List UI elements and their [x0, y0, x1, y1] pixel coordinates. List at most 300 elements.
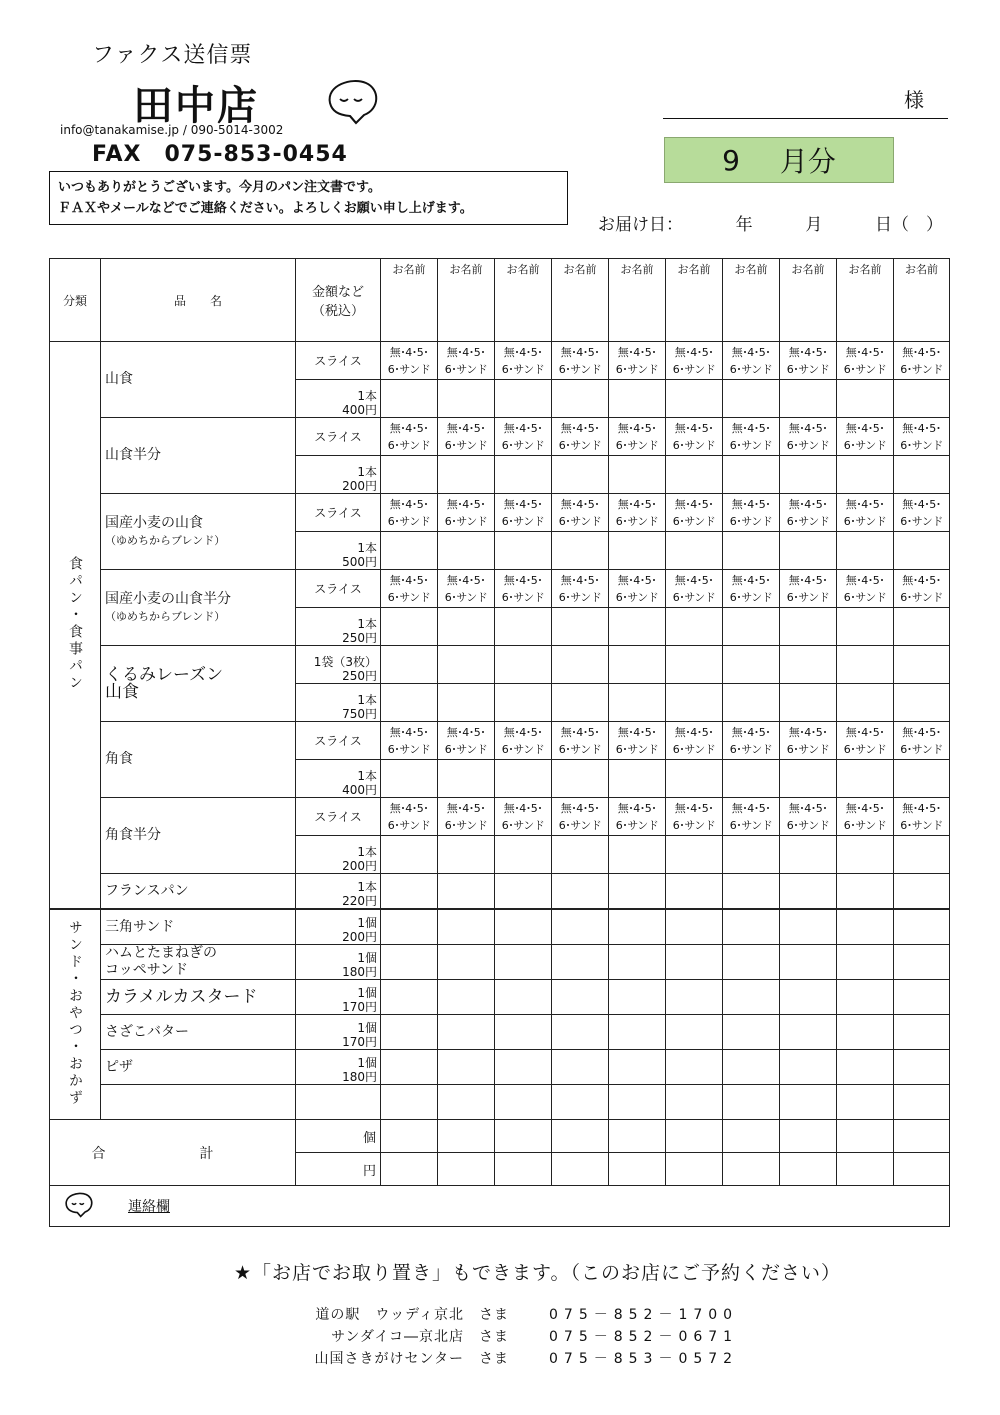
order-cell[interactable]	[780, 760, 837, 798]
customer-name-cell[interactable]	[780, 259, 837, 342]
order-cell[interactable]	[381, 1050, 438, 1085]
order-cell[interactable]	[438, 646, 495, 684]
order-cell[interactable]	[723, 909, 780, 945]
price-amount: 250円	[342, 669, 377, 683]
slice-option-cell[interactable]	[609, 494, 666, 532]
order-cell[interactable]	[837, 909, 894, 945]
slice-option-cell[interactable]	[894, 342, 950, 380]
order-cell[interactable]	[780, 646, 837, 684]
product-name-label: 角食半分	[105, 827, 161, 843]
order-cell[interactable]	[438, 1015, 495, 1050]
slice-option-cell[interactable]	[552, 494, 609, 532]
order-cell[interactable]	[780, 909, 837, 945]
price-header	[296, 259, 381, 342]
order-cell[interactable]	[894, 456, 950, 494]
slice-option-cell[interactable]	[723, 798, 780, 836]
slice-option-cell[interactable]	[495, 570, 552, 608]
order-cell[interactable]	[780, 980, 837, 1015]
order-cell[interactable]	[666, 874, 723, 910]
order-cell[interactable]	[495, 684, 552, 722]
table-row	[50, 909, 950, 945]
option-line: 6･サンド	[786, 590, 830, 604]
option-line: 6･サンド	[615, 362, 659, 376]
order-cell[interactable]	[837, 980, 894, 1015]
price-cell	[296, 608, 381, 646]
order-cell[interactable]	[723, 1085, 780, 1120]
slice-option-cell[interactable]	[894, 570, 950, 608]
order-cell[interactable]	[381, 909, 438, 945]
slice-option-cell[interactable]	[723, 494, 780, 532]
option-line: 無･4･5･	[503, 573, 543, 587]
option-line: 6･サンド	[900, 742, 943, 756]
order-cell[interactable]	[609, 608, 666, 646]
product-name[interactable]	[101, 1085, 296, 1120]
order-cell[interactable]	[666, 760, 723, 798]
slice-option-cell[interactable]	[837, 342, 894, 380]
slice-option-cell[interactable]	[837, 494, 894, 532]
order-cell[interactable]	[438, 684, 495, 722]
order-cell[interactable]	[381, 836, 438, 874]
notes-label: 連絡欄	[128, 1199, 170, 1215]
order-cell[interactable]	[552, 608, 609, 646]
slice-option-cell[interactable]	[780, 570, 837, 608]
option-line: 無･4･5･	[503, 725, 543, 739]
order-cell[interactable]	[609, 646, 666, 684]
slice-option-cell[interactable]	[381, 798, 438, 836]
order-cell[interactable]	[609, 836, 666, 874]
store-row	[284, 1348, 738, 1370]
order-cell[interactable]	[780, 945, 837, 980]
option-line: 6･サンド	[558, 438, 602, 452]
order-cell[interactable]	[495, 760, 552, 798]
price-qty: 1個	[357, 1056, 377, 1070]
slice-option-cell[interactable]	[609, 418, 666, 456]
delivery-date[interactable]	[598, 210, 943, 235]
slice-option-cell[interactable]	[894, 418, 950, 456]
price-cell[interactable]	[296, 1085, 381, 1120]
order-cell[interactable]	[780, 684, 837, 722]
slice-option-cell[interactable]	[438, 722, 495, 760]
option-line: 6･サンド	[387, 438, 431, 452]
option-line: 6･サンド	[729, 818, 773, 832]
order-cell[interactable]	[609, 1085, 666, 1120]
order-cell[interactable]	[495, 836, 552, 874]
slice-option-cell[interactable]	[723, 722, 780, 760]
order-cell[interactable]	[837, 836, 894, 874]
customer-name-cell[interactable]	[552, 259, 609, 342]
option-line: 6･サンド	[786, 818, 830, 832]
order-cell[interactable]	[609, 909, 666, 945]
order-cell[interactable]	[552, 760, 609, 798]
customer-name-cell[interactable]	[438, 259, 495, 342]
order-cell[interactable]	[894, 684, 950, 722]
order-cell[interactable]	[495, 1085, 552, 1120]
order-cell[interactable]	[894, 1085, 950, 1120]
product-name-label: くるみレーズン	[105, 664, 224, 685]
shop-name: 田中店	[133, 83, 259, 129]
slice-option-cell[interactable]	[723, 570, 780, 608]
order-cell[interactable]	[723, 980, 780, 1015]
order-cell[interactable]	[609, 1015, 666, 1050]
order-cell[interactable]	[609, 760, 666, 798]
order-cell[interactable]	[780, 532, 837, 570]
order-cell[interactable]	[894, 760, 950, 798]
order-cell[interactable]	[609, 1050, 666, 1085]
price-cell	[296, 1015, 381, 1050]
order-cell[interactable]	[837, 646, 894, 684]
customer-name-cell[interactable]	[894, 259, 950, 342]
price-qty: 1本	[357, 769, 377, 783]
customer-name-cell[interactable]	[495, 259, 552, 342]
customer-name-label: お名前	[392, 263, 426, 276]
order-cell[interactable]	[666, 836, 723, 874]
slice-option-cell[interactable]	[609, 570, 666, 608]
customer-name-cell[interactable]	[666, 259, 723, 342]
order-cell[interactable]	[894, 1050, 950, 1085]
option-line: 6･サンド	[900, 438, 943, 452]
order-cell[interactable]	[438, 760, 495, 798]
order-cell[interactable]	[438, 836, 495, 874]
order-cell[interactable]	[552, 646, 609, 684]
customer-name-cell[interactable]	[381, 259, 438, 342]
option-line: 無･4･5･	[674, 725, 714, 739]
slice-option-cell[interactable]	[438, 798, 495, 836]
order-cell[interactable]	[723, 380, 780, 418]
order-cell[interactable]	[666, 1120, 723, 1153]
order-cell[interactable]	[381, 760, 438, 798]
order-cell[interactable]	[666, 980, 723, 1015]
slice-option-cell[interactable]	[552, 722, 609, 760]
order-cell[interactable]	[609, 684, 666, 722]
price-amount: 750円	[342, 707, 377, 721]
order-cell[interactable]	[723, 1153, 780, 1186]
slice-option-cell[interactable]	[552, 418, 609, 456]
slice-option-cell[interactable]	[381, 418, 438, 456]
order-cell[interactable]	[666, 909, 723, 945]
order-cell[interactable]	[780, 1153, 837, 1186]
slice-option-cell[interactable]	[780, 798, 837, 836]
order-cell[interactable]	[837, 874, 894, 910]
order-cell[interactable]	[894, 1120, 950, 1153]
order-cell[interactable]	[894, 874, 950, 910]
order-cell[interactable]	[780, 456, 837, 494]
order-cell[interactable]	[381, 945, 438, 980]
order-cell[interactable]	[837, 532, 894, 570]
order-cell[interactable]	[723, 684, 780, 722]
order-cell[interactable]	[552, 836, 609, 874]
slice-label: スライス	[314, 506, 362, 520]
product-name	[101, 909, 296, 945]
order-cell[interactable]	[609, 874, 666, 910]
product-name	[101, 570, 296, 646]
order-cell[interactable]	[894, 980, 950, 1015]
item-header	[101, 259, 296, 342]
order-cell[interactable]	[894, 646, 950, 684]
order-cell[interactable]	[438, 945, 495, 980]
slice-option-cell[interactable]	[780, 494, 837, 532]
order-cell[interactable]	[495, 980, 552, 1015]
order-cell[interactable]	[381, 684, 438, 722]
option-line: 無･4･5･	[845, 801, 885, 815]
order-cell[interactable]	[837, 1050, 894, 1085]
slice-option-cell[interactable]	[381, 494, 438, 532]
slice-option-cell[interactable]	[723, 418, 780, 456]
notes-inner	[50, 1189, 949, 1223]
order-cell[interactable]	[381, 608, 438, 646]
order-cell[interactable]	[837, 684, 894, 722]
order-cell[interactable]	[438, 980, 495, 1015]
order-cell[interactable]	[552, 1050, 609, 1085]
order-cell[interactable]	[552, 909, 609, 945]
option-line: 無･4･5･	[617, 801, 657, 815]
order-cell[interactable]	[894, 532, 950, 570]
slice-option-cell[interactable]	[438, 570, 495, 608]
option-line: 無･4･5･	[731, 573, 771, 587]
order-cell[interactable]	[438, 1153, 495, 1186]
order-cell[interactable]	[723, 760, 780, 798]
order-cell[interactable]	[723, 608, 780, 646]
slice-option-cell[interactable]	[723, 342, 780, 380]
order-cell[interactable]	[495, 646, 552, 684]
order-cell[interactable]	[723, 1050, 780, 1085]
order-cell[interactable]	[666, 380, 723, 418]
slice-option-cell[interactable]	[495, 722, 552, 760]
order-cell[interactable]	[552, 945, 609, 980]
order-cell[interactable]	[552, 1085, 609, 1120]
order-cell[interactable]	[495, 874, 552, 910]
order-cell[interactable]	[552, 1120, 609, 1153]
slice-option-cell[interactable]	[894, 722, 950, 760]
order-cell[interactable]	[837, 456, 894, 494]
order-cell[interactable]	[780, 380, 837, 418]
order-cell[interactable]	[552, 1015, 609, 1050]
order-cell[interactable]	[666, 684, 723, 722]
order-cell[interactable]	[609, 456, 666, 494]
order-cell[interactable]	[495, 945, 552, 980]
order-cell[interactable]	[723, 532, 780, 570]
order-cell[interactable]	[666, 608, 723, 646]
option-line: 無･4･5･	[389, 497, 429, 511]
order-cell[interactable]	[495, 1015, 552, 1050]
slice-option-cell[interactable]	[837, 722, 894, 760]
order-cell[interactable]	[723, 1120, 780, 1153]
option-line: 無･4･5･	[902, 421, 941, 435]
order-cell[interactable]	[381, 1120, 438, 1153]
order-cell[interactable]	[552, 980, 609, 1015]
slice-option-cell[interactable]	[666, 494, 723, 532]
order-cell[interactable]	[495, 1050, 552, 1085]
order-cell[interactable]	[723, 456, 780, 494]
slice-option-cell[interactable]	[780, 418, 837, 456]
order-cell[interactable]	[552, 380, 609, 418]
slice-option-cell[interactable]	[837, 418, 894, 456]
order-cell[interactable]	[609, 980, 666, 1015]
order-cell[interactable]	[780, 1085, 837, 1120]
order-cell[interactable]	[666, 1085, 723, 1120]
slice-option-cell[interactable]	[609, 342, 666, 380]
slice-option-cell[interactable]	[666, 722, 723, 760]
slice-option-cell[interactable]	[552, 342, 609, 380]
option-line: 無･4･5･	[560, 725, 600, 739]
order-cell[interactable]	[894, 380, 950, 418]
order-cell[interactable]	[495, 456, 552, 494]
order-cell[interactable]	[552, 532, 609, 570]
slice-option-cell[interactable]	[666, 570, 723, 608]
order-cell[interactable]	[381, 1015, 438, 1050]
order-cell[interactable]	[894, 909, 950, 945]
slice-option-cell[interactable]	[609, 722, 666, 760]
order-cell[interactable]	[552, 874, 609, 910]
price-cell	[296, 980, 381, 1015]
order-cell[interactable]	[609, 380, 666, 418]
order-cell[interactable]	[609, 945, 666, 980]
slice-option-cell[interactable]	[438, 418, 495, 456]
order-cell[interactable]	[780, 1050, 837, 1085]
order-cell[interactable]	[837, 380, 894, 418]
order-cell[interactable]	[381, 874, 438, 910]
slice-option-cell[interactable]	[894, 798, 950, 836]
price-amount: 200円	[342, 930, 377, 944]
price-qty: 1個	[357, 951, 377, 965]
slice-option-cell[interactable]	[381, 570, 438, 608]
option-line: 無･4･5･	[503, 421, 543, 435]
slice-option-cell[interactable]	[495, 798, 552, 836]
order-cell[interactable]	[438, 874, 495, 910]
order-cell[interactable]	[438, 1050, 495, 1085]
order-cell[interactable]	[666, 1153, 723, 1186]
slice-option-cell[interactable]	[609, 798, 666, 836]
greeting-box	[49, 171, 568, 225]
order-cell[interactable]	[381, 532, 438, 570]
order-cell[interactable]	[837, 945, 894, 980]
store-name: 道の駅 ウッディ京北 さま	[315, 1307, 509, 1323]
slice-option-cell[interactable]	[552, 570, 609, 608]
order-cell[interactable]	[837, 1015, 894, 1050]
option-line: 6･サンド	[843, 514, 887, 528]
price-cell	[296, 836, 381, 874]
slice-option-cell[interactable]	[438, 342, 495, 380]
order-cell[interactable]	[438, 1120, 495, 1153]
order-cell[interactable]	[495, 380, 552, 418]
order-cell[interactable]	[381, 980, 438, 1015]
order-cell[interactable]	[666, 945, 723, 980]
order-cell[interactable]	[780, 1120, 837, 1153]
order-cell[interactable]	[438, 608, 495, 646]
slice-option-cell[interactable]	[438, 494, 495, 532]
order-cell[interactable]	[837, 760, 894, 798]
option-line: 無･4･5･	[731, 345, 771, 359]
slice-option-cell[interactable]	[780, 722, 837, 760]
order-cell[interactable]	[381, 1085, 438, 1120]
order-cell[interactable]	[666, 1015, 723, 1050]
order-cell[interactable]	[894, 1015, 950, 1050]
customer-name-cell[interactable]	[723, 259, 780, 342]
slice-option-cell[interactable]	[666, 798, 723, 836]
mascot-icon	[322, 73, 384, 135]
order-cell[interactable]	[381, 380, 438, 418]
slice-option-cell[interactable]	[495, 418, 552, 456]
order-cell[interactable]	[666, 646, 723, 684]
order-cell[interactable]	[552, 1153, 609, 1186]
option-line: 無･4･5･	[674, 345, 714, 359]
order-cell[interactable]	[381, 1153, 438, 1186]
order-cell[interactable]	[552, 456, 609, 494]
order-cell[interactable]	[609, 532, 666, 570]
order-cell[interactable]	[894, 608, 950, 646]
option-line: 無･4･5･	[446, 801, 486, 815]
order-cell[interactable]	[894, 836, 950, 874]
customer-name-cell[interactable]	[609, 259, 666, 342]
order-cell[interactable]	[780, 608, 837, 646]
slice-option-cell[interactable]	[381, 342, 438, 380]
option-line: 6･サンド	[615, 438, 659, 452]
option-line: 無･4･5･	[845, 421, 885, 435]
order-cell[interactable]	[666, 1050, 723, 1085]
slice-option-cell[interactable]	[837, 570, 894, 608]
order-cell[interactable]	[438, 532, 495, 570]
slice-option-cell[interactable]	[894, 494, 950, 532]
slice-option-cell[interactable]	[495, 342, 552, 380]
slice-option-cell[interactable]	[666, 342, 723, 380]
order-cell[interactable]	[495, 909, 552, 945]
slice-option-cell[interactable]	[780, 342, 837, 380]
order-cell[interactable]	[837, 608, 894, 646]
table-row	[50, 570, 950, 608]
order-cell[interactable]	[837, 1153, 894, 1186]
option-line: 6･サンド	[672, 590, 716, 604]
customer-name-cell[interactable]	[837, 259, 894, 342]
recipient-name-field[interactable]	[663, 118, 948, 119]
order-cell[interactable]	[438, 456, 495, 494]
product-name	[101, 646, 296, 722]
order-cell[interactable]	[723, 945, 780, 980]
slice-option-cell[interactable]	[552, 798, 609, 836]
slice-option-cell[interactable]	[666, 418, 723, 456]
order-cell[interactable]	[381, 456, 438, 494]
order-cell[interactable]	[666, 532, 723, 570]
order-cell[interactable]	[495, 532, 552, 570]
order-cell[interactable]	[723, 836, 780, 874]
order-cell[interactable]	[837, 1120, 894, 1153]
order-cell[interactable]	[894, 1153, 950, 1186]
order-cell[interactable]	[495, 1120, 552, 1153]
order-cell[interactable]	[780, 836, 837, 874]
order-cell[interactable]	[723, 1015, 780, 1050]
price-amount: 500円	[342, 555, 377, 569]
order-cell[interactable]	[894, 945, 950, 980]
order-cell[interactable]	[609, 1153, 666, 1186]
notes-cell[interactable]	[50, 1186, 950, 1227]
order-cell[interactable]	[609, 1120, 666, 1153]
slice-option-cell[interactable]	[837, 798, 894, 836]
slice-option-cell[interactable]	[381, 722, 438, 760]
order-cell[interactable]	[723, 646, 780, 684]
order-cell[interactable]	[381, 646, 438, 684]
order-cell[interactable]	[495, 1153, 552, 1186]
order-cell[interactable]	[495, 608, 552, 646]
order-cell[interactable]	[837, 1085, 894, 1120]
slice-option-cell[interactable]	[495, 494, 552, 532]
order-cell[interactable]	[780, 1015, 837, 1050]
order-cell[interactable]	[723, 874, 780, 910]
order-cell[interactable]	[438, 1085, 495, 1120]
order-cell[interactable]	[780, 874, 837, 910]
order-cell[interactable]	[552, 684, 609, 722]
total-row	[50, 1120, 950, 1153]
order-cell[interactable]	[666, 456, 723, 494]
order-cell[interactable]	[438, 909, 495, 945]
order-cell[interactable]	[438, 380, 495, 418]
